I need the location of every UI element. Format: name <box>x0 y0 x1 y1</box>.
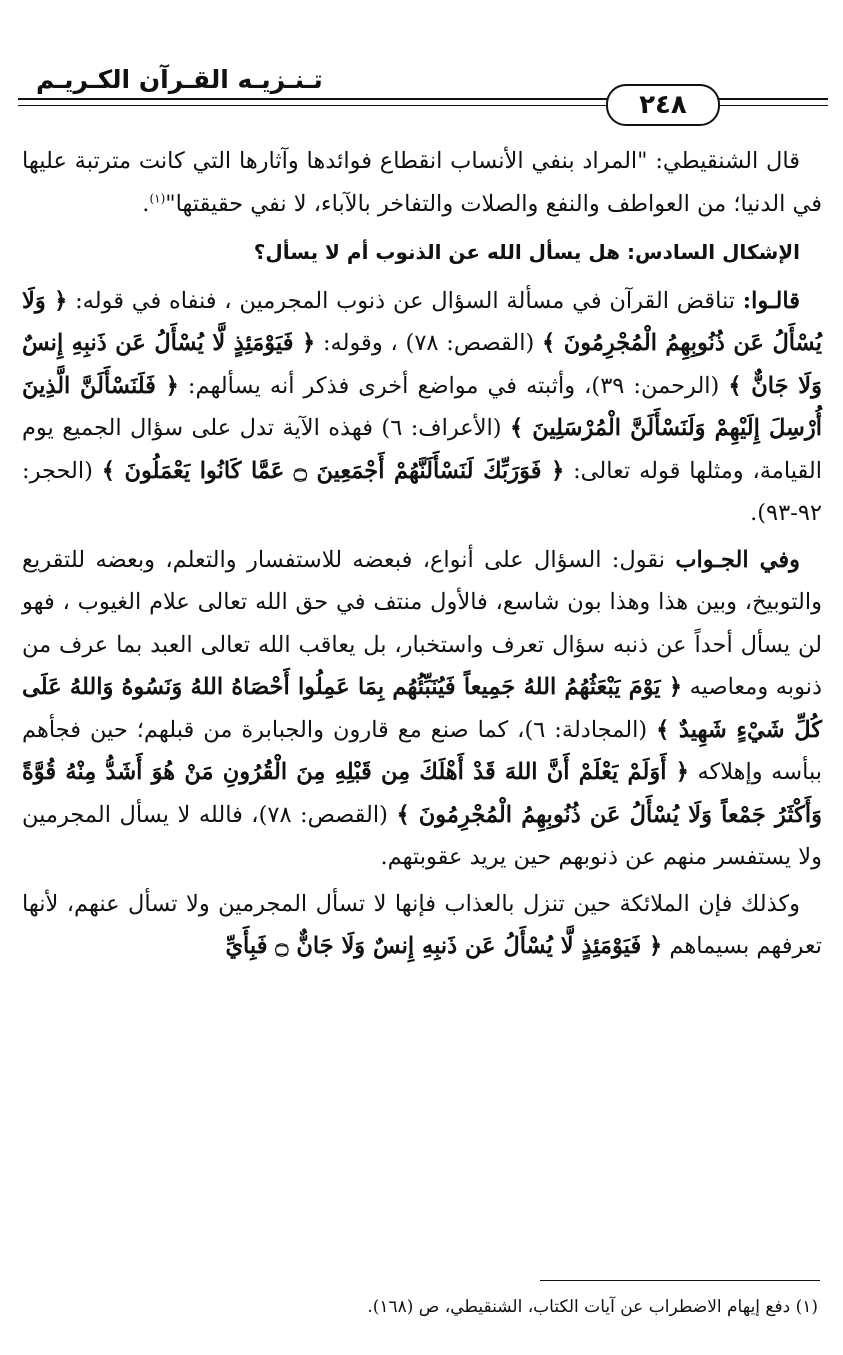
lead-word: قالـوا: <box>742 287 801 314</box>
paragraph-text: . <box>142 190 150 217</box>
page-header <box>18 62 828 132</box>
paragraph-text: (المجادلة: ٦)، كما صنع مع قارون والجبابرة من قبلهم؛ حين فجأهم ببأسه وإهلاكه <box>22 716 822 785</box>
section-heading: الإشكال السادس: هل يسأل الله عن الذنوب أم لا يسأل؟ <box>253 240 800 264</box>
footnote-separator <box>540 1280 820 1281</box>
page-number: ٢٤٨ <box>606 84 720 126</box>
running-title: تـنـزيـه القـرآن الكـريـم <box>36 65 323 94</box>
page-body <box>22 140 822 972</box>
quran-verse: ﴿ وَلَا يُسْأَلُ عَن ذُنُوبِهِمُ الْمُجْرِمُونَ ﴾ <box>22 287 822 356</box>
quran-verse: ﴿ أَوَلَمْ يَعْلَمْ أَنَّ اللهَ قَدْ أَهْلَكَ مِن قَبْلِهِ مِنَ الْقُرُونِ مَنْ هُوَ أَشَدُّ مِنْهُ قُوَّةً وَأَكْثَرُ جَمْعاً وَلَا يُسْأَلُ عَن ذُنُوبِهِمُ الْمُجْرِمُونَ ﴾ <box>22 759 822 828</box>
paragraph-text: (الحجر: ٩٢-٩٣). <box>22 457 822 526</box>
quran-verse: ﴿ يَوْمَ يَبْعَثُهُمُ اللهُ جَمِيعاً فَيُنَبِّئُهُم بِمَا عَمِلُوا أَحْصَاهُ اللهُ وَنَسُوهُ وَاللهُ عَلَى كُلِّ شَيْءٍ شَهِيدٌ ﴾ <box>22 674 822 743</box>
quran-verse: ﴿ فَيَوْمَئِذٍ لَّا يُسْأَلُ عَن ذَنبِهِ إِنسٌ وَلَا جَانٌّ ﴾ <box>22 330 822 399</box>
lead-word: وفي الجـواب <box>675 546 800 573</box>
quran-verse: ﴿ فَيَوْمَئِذٍ لَّا يُسْأَلُ عَن ذَنبِهِ إِنسٌ وَلَا جَانٌّ ۝ فَبِأَيِّ <box>225 933 663 959</box>
paragraph-text: تناقض القرآن في مسألة السؤال عن ذنوب المجرمين ، فنفاه في قوله: <box>67 287 743 314</box>
paragraph <box>22 883 822 968</box>
paragraph-text: (القصص: ٧٨) ، وقوله: <box>315 330 543 356</box>
paragraph <box>22 140 822 225</box>
paragraph-text: (الأعراف: ٦) فهذه الآية تدل على سؤال الجميع يوم القيامة، ومثلها قوله تعالى: <box>22 415 822 484</box>
paragraph-text: (الرحمن: ٣٩)، وأثبته في مواضع أخرى فذكر أنه يسألهم: <box>178 372 729 399</box>
paragraph-text: نقول: السؤال على أنواع، فبعضه للاستفسار والتعلم، وبعضه للتقريع والتوبيخ، وبين هذا وهذا بون شاسع، فالأول منتف في حق الله تعالى علام الغيوب ، فهو لن يسأل أحداً عن ذنبه سؤال تعرف واستخبار، بل يعاقب الله تعالى العبد بما عرف من ذنوبه ومعاصيه <box>22 546 823 700</box>
paragraph-text: قال الشنقيطي: "المراد بنفي الأنساب انقطاع فوائدها وآثارها التي كانت مترتبة عليها في الدنيا؛ من العواطف والنفع والصلات والتفاخر بالآباء، لا نفي حقيقتها" <box>22 148 822 217</box>
paragraph <box>22 280 822 535</box>
quran-verse: ﴿ فَوَرَبِّكَ لَنَسْأَلَنَّهُمْ أَجْمَعِينَ ۝ عَمَّا كَانُوا يَعْمَلُونَ ﴾ <box>101 457 565 484</box>
footnote-ref: (١) <box>149 191 166 205</box>
paragraph-text: (القصص: ٧٨)، فالله لا يسأل المجرمين ولا يستفسر منهم عن ذنوبهم حين يريد عقوبتهم. <box>22 801 822 870</box>
paragraph <box>22 539 822 879</box>
footnote: (١) دفع إيهام الاضطراب عن آيات الكتاب، الشنقيطي، ص (١٦٨). <box>367 1297 818 1317</box>
quran-verse: ﴿ فَلَنَسْأَلَنَّ الَّذِينَ أُرْسِلَ إِلَيْهِمْ وَلَنَسْأَلَنَّ الْمُرْسَلِينَ ﴾ <box>22 372 822 441</box>
paragraph-text: وكذلك فإن الملائكة حين تنزل بالعذاب فإنها لا تسأل المجرمين ولا تسأل عنهم، لأنها تعرفهم بسيماهم <box>22 890 822 959</box>
